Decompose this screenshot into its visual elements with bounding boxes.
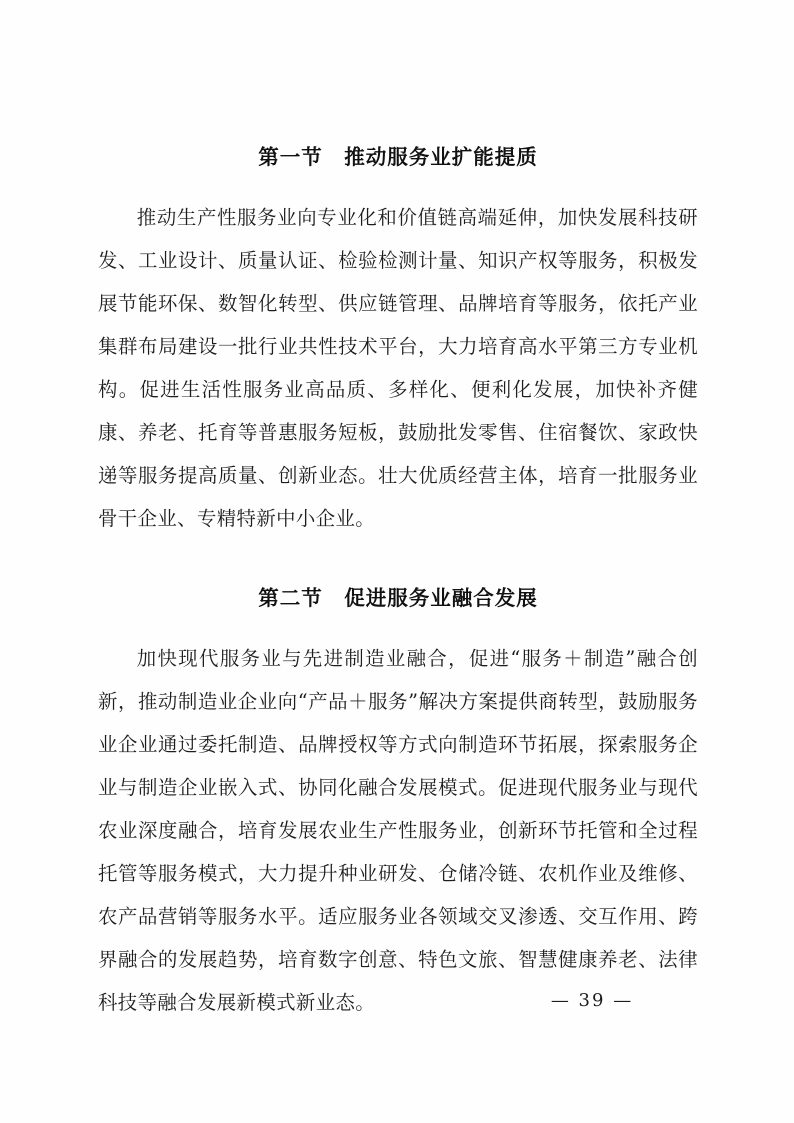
section-2-paragraph-1: 加快现代服务业与先进制造业融合，促进“服务＋制造”融合创新，推动制造业企业向“产品＋服务”解决方案提供商转型，鼓励服务业企业通过委托制造、品牌授权等方式向制造环节拓展，探索服务企业与制造企业嵌入式、协同化融合发展模式。促进现代服务业与现代农业深度融合，培育发展农业生产性服务业，创新环节托管和全过程托管等服务模式，大力提升种业研发、仓储冷链、农机作业及维修、农产品营销等服务水平。适应服务业各领域交叉渗透、交互作用、跨界融合的发展趋势，培育数字创意、特色文旅、智慧健康养老、法律科技等融合发展新模式新业态。 (98, 647, 698, 1014)
page-number: 39 (578, 990, 606, 1011)
footer-dash-left: — (550, 990, 571, 1011)
page-number-block (551, 990, 633, 1011)
page-content (98, 140, 698, 1024)
section-1-paragraph-1: 推动生产性服务业向专业化和价值链高端延伸，加快发展科技研发、工业设计、质量认证、检验检测计量、知识产权等服务，积极发展节能环保、数智化转型、供应链管理、品牌培育等服务，依托产业集群布局建设一批行业共性技术平台，大力培育高水平第三方专业机构。促进生活性服务业高品质、多样化、便利化发展，加快补齐健康、养老、托育等普惠服务短板，鼓励批发零售、住宿餐饮、家政快递等服务提高质量、创新业态。壮大优质经营主体，培育一批服务业骨干企业、专精特新中小企业。 (98, 206, 698, 530)
footer-dash-right: — (613, 990, 634, 1011)
section-heading-2: 第二节 促进服务业融合发展 (258, 586, 538, 610)
section-heading-1: 第一节 推动服务业扩能提质 (258, 145, 538, 169)
page-footer (0, 990, 794, 1011)
